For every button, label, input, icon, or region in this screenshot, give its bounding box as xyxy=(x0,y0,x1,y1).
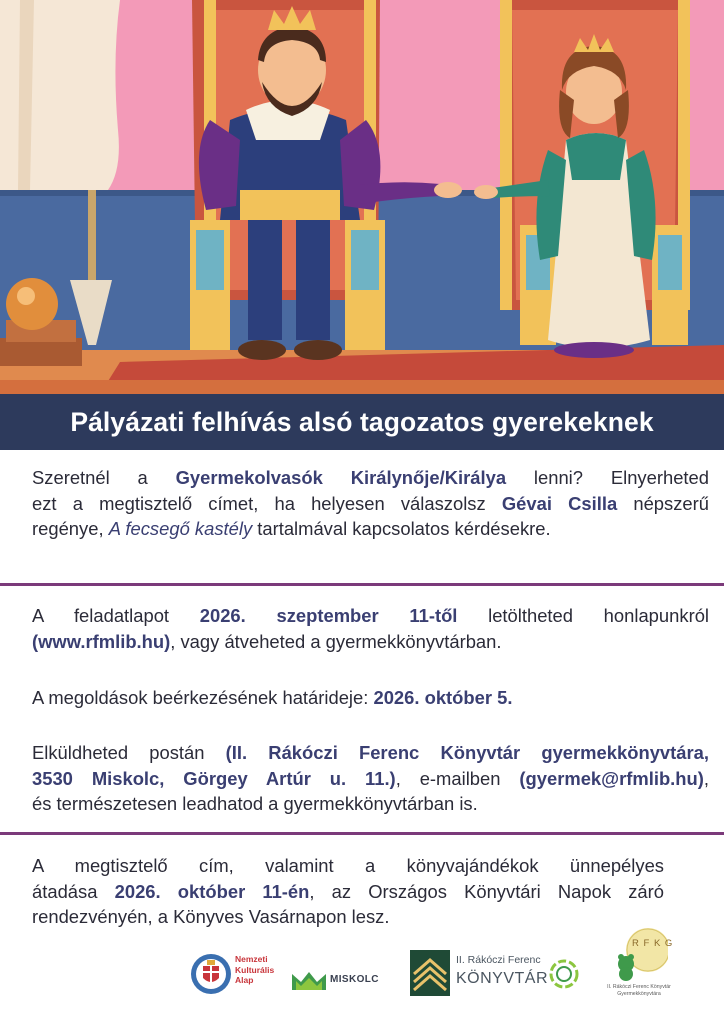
closing-text: rendezvényén, a Könyves Vasárnapon lesz. xyxy=(32,906,390,927)
intro-line-2 xyxy=(32,491,709,517)
submission-line-1 xyxy=(32,740,709,766)
info-text: A feladatlapot xyxy=(32,605,200,626)
title-award-name: Gyermekolvasók Királynője/Királya xyxy=(175,467,507,488)
download-line-1 xyxy=(32,603,709,629)
closing-line-2 xyxy=(32,879,664,905)
section-divider xyxy=(0,583,724,586)
start-date: 2026. szeptember 11-től xyxy=(199,605,458,626)
library-name-line-1: II. Rákóczi Ferenc xyxy=(456,954,541,966)
submission-line-2 xyxy=(32,766,709,792)
deadline-line xyxy=(32,685,709,711)
intro-text: Szeretnél a xyxy=(32,467,176,488)
closing-text: átadása xyxy=(32,880,115,902)
book-title: A fecsegő kastély xyxy=(108,518,253,539)
ceremony-date: 2026. október 11-én xyxy=(114,880,310,902)
email-link[interactable]: (gyermek@rfmlib.hu) xyxy=(519,767,704,789)
rfkg-caption-line: II. Rákóczi Ferenc Könyvtár xyxy=(607,984,671,990)
rfkg-emblem-icon xyxy=(612,926,668,982)
king-and-queen-illustration xyxy=(0,0,724,394)
closing-text: , az Országos Könyvtári Napok záró xyxy=(309,880,664,902)
info-text: , vagy átveheted a gyermekkönyvtárban. xyxy=(170,630,502,652)
submission-line-3 xyxy=(32,791,709,817)
library-logo xyxy=(410,950,582,1000)
nka-name-line: Nemzeti xyxy=(235,954,268,964)
intro-text: tartalmával kapcsolatos kérdésekre. xyxy=(252,518,551,539)
library-circle-icon xyxy=(548,958,580,990)
info-text: Elküldheted postán xyxy=(32,742,226,763)
closing-text: A megtisztelő cím, valamint a könyvajándékok ünnepélyes xyxy=(32,855,664,876)
library-emblem-icon xyxy=(410,950,450,996)
info-text: , xyxy=(703,767,709,789)
download-paragraph xyxy=(32,603,709,654)
deadline-paragraph xyxy=(32,685,709,711)
sponsor-logos xyxy=(0,926,724,1020)
miskolc-logo xyxy=(292,970,382,994)
miskolc-wordmark: MISKOLC xyxy=(330,974,379,985)
nka-name-line: Alap xyxy=(235,975,254,985)
closing-line-1 xyxy=(32,853,664,879)
website-link[interactable]: (www.rfmlib.hu) xyxy=(32,630,171,652)
rfkg-letters: R F K G xyxy=(632,938,674,949)
intro-text: lenni? Elnyerheted xyxy=(506,467,709,488)
deadline-label: A megoldások beérkezésének határideje: xyxy=(32,687,374,708)
info-text: , e-mailben xyxy=(395,767,520,789)
author-name: Gévai Csilla xyxy=(501,492,618,514)
section-divider xyxy=(0,832,724,835)
info-text: letöltheted honlapunkról xyxy=(457,605,710,626)
intro-line-1 xyxy=(32,465,709,491)
rfkg-caption-line: Gyermekkönyvtára xyxy=(617,991,661,997)
postal-address: (II. Rákóczi Ferenc Könyvtár gyermekkönyvtára, xyxy=(225,742,709,763)
page-title: Pályázati felhívás alsó tagozatos gyerekeknek xyxy=(70,406,654,437)
intro-line-3 xyxy=(32,516,709,542)
intro-text: ezt a megtisztelő címet, ha helyesen válaszolsz xyxy=(32,492,502,514)
nka-name-line: Kulturális xyxy=(235,964,275,975)
miskolc-emblem-icon xyxy=(292,970,326,990)
postal-address: 3530 Miskolc, Görgey Artúr u. 11.) xyxy=(32,767,396,789)
intro-text: népszerű xyxy=(617,492,709,514)
intro-paragraph xyxy=(32,465,709,542)
download-line-2 xyxy=(32,629,709,655)
intro-text: regénye, xyxy=(32,518,109,539)
title-band xyxy=(0,394,724,450)
hero-illustration xyxy=(0,0,724,394)
library-name-line-2: KÖNYVTÁR xyxy=(456,970,549,987)
nka-emblem-icon xyxy=(190,952,232,996)
closing-paragraph xyxy=(32,853,664,930)
submission-paragraph xyxy=(32,740,709,817)
childrens-library-logo xyxy=(602,926,676,1018)
nka-logo xyxy=(190,950,300,998)
deadline-date: 2026. október 5. xyxy=(373,687,513,708)
info-text: és természetesen leadhatod a gyermekkönyvtárban is. xyxy=(32,793,478,814)
